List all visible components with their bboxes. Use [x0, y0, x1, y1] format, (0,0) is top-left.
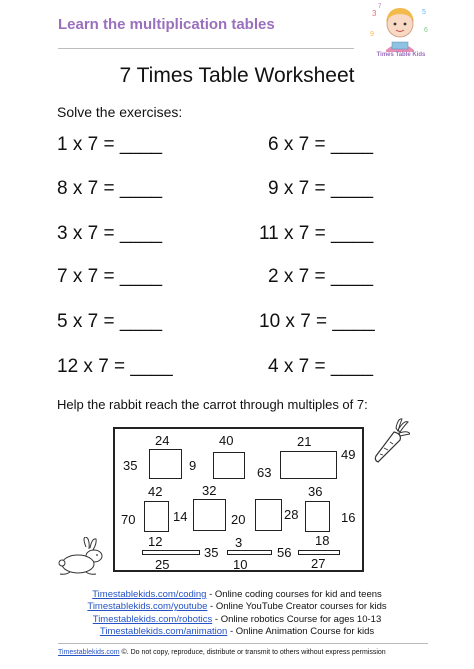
- maze-number: 49: [341, 447, 356, 462]
- maze-box: [305, 501, 330, 532]
- maze-number: 70: [121, 512, 136, 527]
- coding-link[interactable]: Timestablekids.com/coding: [92, 589, 207, 600]
- svg-text:7: 7: [378, 4, 382, 10]
- maze-box: [255, 499, 282, 531]
- link-description: - Online coding courses for kid and teens: [206, 589, 382, 600]
- svg-text:9: 9: [370, 31, 374, 38]
- maze-box: [149, 449, 182, 479]
- exercise-left: 1 x 7 = ____: [57, 134, 163, 155]
- exercise-left: 12 x 7 = ____: [57, 356, 173, 377]
- maze-number: 56: [277, 545, 292, 560]
- maze-instruction: Help the rabbit reach the carrot through multiples of 7:: [57, 397, 368, 412]
- maze-number: 18: [315, 533, 330, 548]
- maze-number: 10: [233, 557, 248, 572]
- maze-box: [144, 501, 169, 532]
- maze-number: 20: [231, 512, 246, 527]
- maze-number: 21: [297, 434, 312, 449]
- promo-link-row: [0, 589, 474, 600]
- robotics-link[interactable]: Timestablekids.com/robotics: [92, 614, 213, 625]
- maze-box: [213, 452, 245, 479]
- link-description: - Online Animation Course for kids: [227, 626, 375, 637]
- exercise-left: 5 x 7 = ____: [57, 311, 163, 332]
- promo-link-row: [0, 614, 474, 625]
- maze-box: [280, 451, 337, 479]
- maze-number: 40: [219, 433, 234, 448]
- animation-link[interactable]: Timestablekids.com/animation: [99, 626, 228, 637]
- exercise-right: 4 x 7 = ____: [268, 356, 374, 377]
- maze-number: 16: [341, 510, 356, 525]
- worksheet-title: 7 Times Table Worksheet: [119, 64, 355, 87]
- maze-number: 27: [311, 556, 326, 571]
- maze-number: 3: [235, 535, 243, 550]
- maze-number: 42: [148, 484, 163, 499]
- svg-text:3: 3: [372, 9, 377, 18]
- rabbit-icon: [56, 537, 112, 577]
- exercise-right: 9 x 7 = ____: [268, 178, 374, 199]
- exercise-right: 6 x 7 = ____: [268, 134, 374, 155]
- maze-number: 14: [173, 509, 188, 524]
- exercise-left: 8 x 7 = ____: [57, 178, 163, 199]
- header-title: Learn the multiplication tables: [58, 16, 275, 33]
- maze-box: [193, 499, 226, 531]
- link-description: - Online robotics Course for ages 10-13: [212, 614, 382, 625]
- maze-number: 35: [204, 545, 219, 560]
- maze-number: 35: [123, 458, 138, 473]
- maze-number: 9: [189, 458, 197, 473]
- svg-text:6: 6: [424, 27, 428, 34]
- exercise-right: 10 x 7 = ____: [259, 311, 375, 332]
- promo-link-row: [0, 601, 474, 612]
- exercise-left: 7 x 7 = ____: [57, 266, 163, 287]
- maze-number: 24: [155, 433, 170, 448]
- footer-copyright: ©. Do not copy, reproduce, distribute or transmit to others without express permission: [119, 649, 386, 656]
- svg-text:5: 5: [422, 9, 426, 16]
- promo-link-row: [0, 626, 474, 637]
- maze-number: 36: [308, 484, 323, 499]
- footer-divider: [58, 643, 428, 644]
- exercise-instruction: Solve the exercises:: [57, 104, 183, 120]
- footer-link[interactable]: Timestablekids.com: [58, 649, 120, 656]
- maze-bar: [227, 550, 272, 555]
- carrot-icon: [370, 418, 410, 464]
- exercise-right: 2 x 7 = ____: [268, 266, 374, 287]
- youtube-link[interactable]: Timestablekids.com/youtube: [87, 601, 208, 612]
- maze-number: 28: [284, 507, 299, 522]
- logo-caption: Times Table Kids: [376, 52, 426, 58]
- maze-number: 12: [148, 534, 163, 549]
- exercise-left: 3 x 7 = ____: [57, 223, 163, 244]
- maze-bar: [142, 550, 200, 555]
- footer: [58, 649, 386, 656]
- maze-grid: [113, 427, 364, 572]
- header-divider: [58, 48, 354, 49]
- exercise-right: 11 x 7 = ____: [259, 223, 374, 244]
- maze-number: 32: [202, 483, 217, 498]
- maze-number: 25: [155, 557, 170, 572]
- link-description: - Online YouTube Creator courses for kids: [207, 601, 387, 612]
- maze-number: 63: [257, 465, 272, 480]
- maze-bar: [298, 550, 340, 555]
